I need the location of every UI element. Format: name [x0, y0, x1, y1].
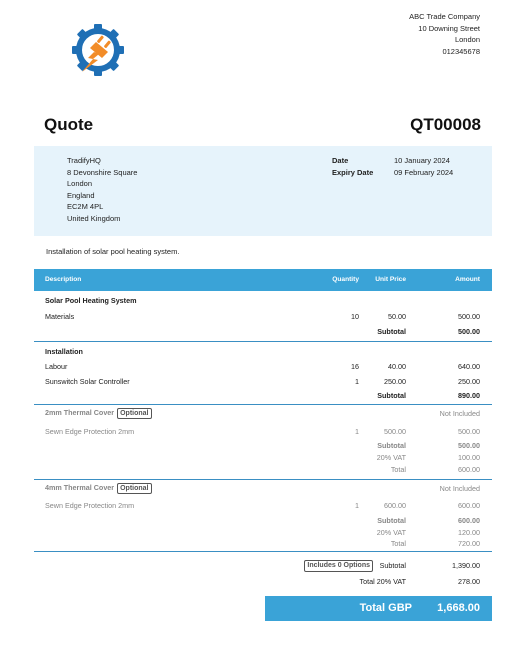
subtotal-value: 890.00 — [458, 391, 480, 400]
subtotal-label: Subtotal — [377, 441, 406, 450]
client-street: 8 Devonshire Square — [67, 167, 138, 177]
summary-vat-row — [0, 577, 526, 587]
vat-row — [0, 453, 526, 463]
company-city: London — [454, 35, 480, 44]
item-unit-price: 600.00 — [384, 501, 406, 510]
section-divider — [34, 341, 492, 342]
client-address — [67, 155, 137, 224]
header-quantity: Quantity — [332, 276, 359, 283]
subtotal-row — [0, 441, 526, 451]
summary-subtotal-value: 1,390.00 — [452, 561, 480, 570]
table-row — [0, 377, 526, 387]
section-title-group — [45, 408, 152, 419]
vat-value: 100.00 — [458, 453, 480, 462]
table-row — [0, 312, 526, 322]
section-title: Installation — [45, 347, 83, 356]
document-title-row — [44, 114, 481, 136]
address-band — [34, 146, 492, 236]
section-title-row — [0, 296, 526, 306]
subtotal-value: 500.00 — [458, 327, 480, 336]
quote-dates — [332, 155, 453, 178]
summary-vat-label: Total 20% VAT — [359, 577, 406, 586]
company-logo-icon — [70, 22, 126, 78]
item-quantity: 1 — [355, 377, 359, 386]
section-title-row — [0, 483, 526, 495]
section-divider — [34, 551, 492, 552]
total-row — [0, 539, 526, 549]
client-city: London — [67, 179, 93, 188]
section-title: 2mm Thermal Cover — [45, 408, 115, 417]
item-quantity: 1 — [355, 501, 359, 510]
summary-vat-value: 278.00 — [458, 577, 480, 586]
grand-total-value: 1,668.00 — [437, 602, 480, 614]
total-row — [0, 465, 526, 475]
date-value: 10 January 2024 — [394, 156, 450, 165]
item-amount: 640.00 — [458, 362, 480, 371]
optional-badge: Optional — [117, 483, 151, 494]
subtotal-value: 600.00 — [458, 516, 480, 525]
section-title-group — [45, 483, 152, 494]
header-description: Description — [45, 276, 82, 283]
item-amount: 250.00 — [458, 377, 480, 386]
company-name: ABC Trade Company — [409, 12, 480, 21]
client-postcode: EC2M 4PL — [67, 202, 104, 211]
total-label: Total — [390, 539, 406, 548]
item-description: Labour — [45, 362, 68, 371]
company-phone: 012345678 — [442, 46, 480, 56]
expiry-value: 09 February 2024 — [394, 167, 454, 177]
vat-value: 120.00 — [458, 528, 480, 537]
client-country: United Kingdom — [67, 213, 121, 223]
item-description: Materials — [45, 312, 75, 321]
item-description: Sewn Edge Protection 2mm — [45, 427, 135, 436]
table-row — [0, 362, 526, 372]
options-badge: Includes 0 Options — [304, 560, 373, 572]
expiry-label: Expiry Date — [332, 167, 374, 177]
item-description: Sewn Edge Protection 2mm — [45, 501, 135, 510]
header-unit-price: Unit Price — [375, 276, 406, 283]
grand-total-bar — [265, 596, 492, 621]
total-value: 720.00 — [458, 539, 480, 548]
section-divider — [34, 479, 492, 480]
client-region: England — [67, 190, 95, 200]
item-quantity: 1 — [355, 427, 359, 436]
subtotal-label: Subtotal — [377, 391, 406, 400]
subtotal-value: 500.00 — [458, 441, 480, 450]
item-unit-price: 500.00 — [384, 427, 406, 436]
item-unit-price: 40.00 — [388, 362, 406, 371]
subtotal-row — [0, 391, 526, 401]
section-title-row — [0, 347, 526, 357]
section-title: 4mm Thermal Cover — [45, 483, 115, 492]
client-name: TradifyHQ — [67, 156, 101, 165]
grand-total-label: Total GBP — [359, 602, 412, 614]
total-value: 600.00 — [458, 465, 480, 474]
summary-subtotal-row — [0, 561, 526, 573]
document-title: Quote — [44, 115, 94, 134]
subtotal-label: Subtotal — [377, 516, 406, 525]
item-unit-price: 250.00 — [384, 377, 406, 386]
quote-number: QT00008 — [410, 115, 481, 134]
item-description: Sunswitch Solar Controller — [45, 377, 130, 386]
item-amount: 600.00 — [458, 501, 480, 510]
vat-label: 20% VAT — [376, 453, 406, 462]
subtotal-row — [0, 327, 526, 337]
item-amount: 500.00 — [458, 427, 480, 436]
date-label: Date — [332, 156, 349, 165]
table-row — [0, 427, 526, 437]
vat-row — [0, 528, 526, 538]
inclusion-status: Not Included — [439, 484, 480, 493]
item-quantity: 10 — [351, 312, 359, 321]
company-street: 10 Downing Street — [418, 23, 480, 33]
total-label: Total — [390, 465, 406, 474]
item-unit-price: 50.00 — [388, 312, 406, 321]
subtotal-label: Subtotal — [377, 327, 406, 336]
vat-label: 20% VAT — [376, 528, 406, 537]
section-title-row — [0, 408, 526, 420]
table-row — [0, 501, 526, 511]
company-address — [409, 11, 480, 57]
section-divider — [34, 404, 492, 405]
item-amount: 500.00 — [458, 312, 480, 321]
quote-description: Installation of solar pool heating system. — [46, 247, 180, 256]
inclusion-status: Not Included — [439, 409, 480, 418]
item-quantity: 16 — [351, 362, 359, 371]
header-amount: Amount — [455, 276, 480, 283]
table-header — [34, 269, 492, 291]
summary-subtotal-label: Subtotal — [379, 561, 406, 570]
optional-badge: Optional — [117, 408, 151, 419]
subtotal-row — [0, 516, 526, 526]
section-title: Solar Pool Heating System — [45, 296, 137, 305]
